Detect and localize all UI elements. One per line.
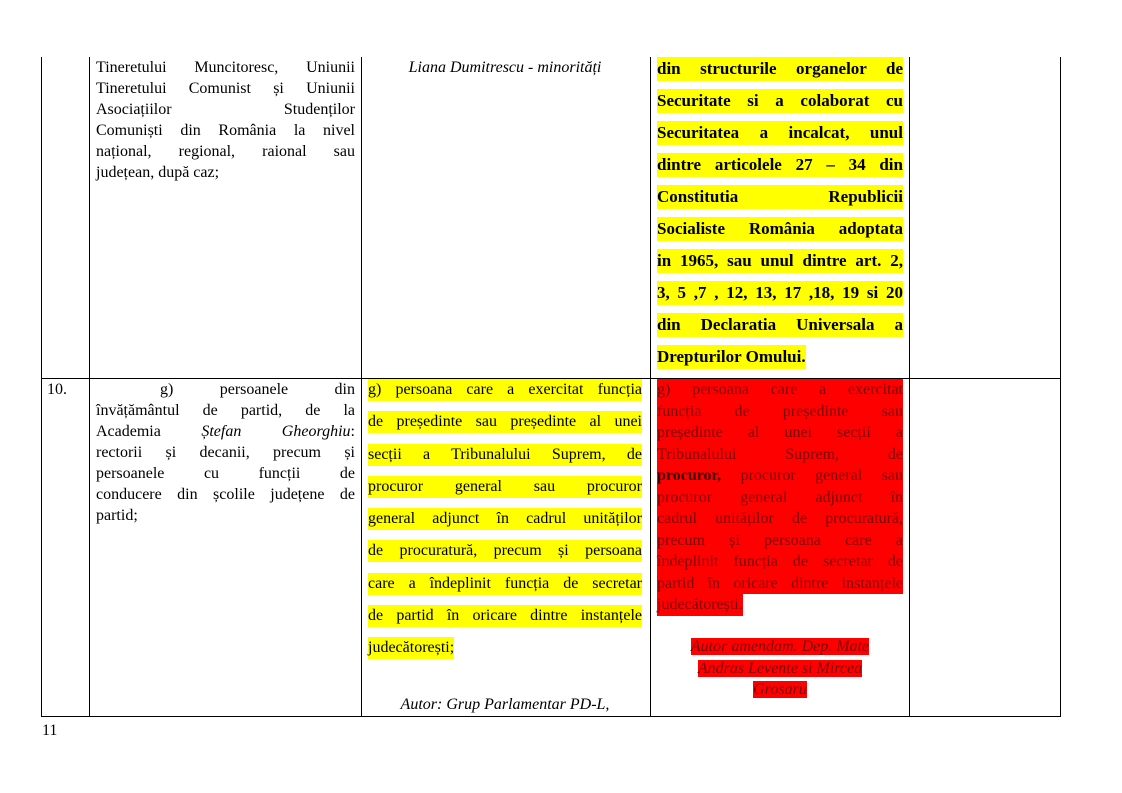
text-line: persoanele cu funcții de (96, 465, 355, 482)
text-line: general adjunct în cadrul unităților (368, 508, 642, 530)
text-line: învățământul de partid, de la (96, 402, 355, 419)
author-note: Liana Dumitrescu - minorități (408, 59, 602, 76)
row2-number (47, 379, 67, 400)
text-line: de președinte sau președinte al unei (368, 411, 642, 433)
text-line: procuror general sau procuror (368, 476, 642, 498)
text-line: Securitatea a incalcat, unul (657, 121, 903, 145)
text-line: dintre articolele 27 – 34 din (657, 153, 903, 177)
text-line: Tineretului Comunist și Uniunii (96, 80, 355, 97)
bold-word: procuror, (657, 467, 722, 484)
text-line: din structurile organelor de (657, 57, 903, 81)
text-line: cadrul unităților de procuratură, (657, 508, 903, 530)
text-fragment: Academia (96, 423, 202, 440)
text-line: Tribunalului Suprem, de (657, 444, 903, 466)
text-line: care a îndeplinit funcția de secretar (368, 573, 642, 595)
text-line: judecătorești. (657, 594, 743, 616)
col-border-1 (89, 57, 90, 717)
text-line: din Declaratia Universala a (657, 313, 903, 337)
text-line: g) persoana care a exercitat (657, 379, 903, 401)
text-line: județean, după caz; (96, 164, 220, 181)
text-line: Drepturilor Omului. (657, 345, 806, 369)
author-line: Andras Levente si Mircea (697, 659, 863, 677)
text-line: funcția de președinte sau (657, 401, 903, 423)
text-line: g) persoanele din (160, 381, 355, 398)
col-border-4 (909, 57, 910, 717)
col-border-left (41, 57, 42, 717)
text-line: îndeplinit funcția de secretar de (657, 551, 903, 573)
text-line: procuror, procuror general sau (657, 465, 903, 487)
text-line: partid în oricare dintre instanțele (657, 573, 903, 595)
row1-col4-highlighted-text (657, 57, 903, 377)
row2-col3-author (368, 694, 642, 715)
page-number: 11 (42, 722, 58, 739)
row2-col3-highlighted-text (368, 379, 642, 670)
text-line: de procuratură, precum și persoana (368, 540, 642, 562)
text-line: Constitutia Republicii (657, 185, 903, 209)
col-border-2 (361, 57, 362, 717)
text-line: partid; (96, 507, 138, 524)
text-line: judecătorești; (368, 637, 454, 659)
table-bottom-border (41, 716, 1061, 717)
author-line: Grosaru (753, 681, 807, 698)
text-line: rectorii și decanii, precum și (96, 444, 355, 461)
text-line (96, 421, 355, 442)
row-number: 10. (47, 381, 67, 398)
row2-col4-author (657, 636, 903, 701)
col-border-right (1060, 57, 1061, 717)
text-line: 3, 5 ,7 , 12, 13, 17 ,18, 19 si 20 (657, 281, 903, 305)
author-note: Autor: Grup Parlamentar PD-L, (400, 696, 610, 713)
text-line: Securitate si a colaborat cu (657, 89, 903, 113)
row1-col3-text (368, 57, 642, 78)
text-line: Asociațiilor Studenților (96, 101, 355, 118)
text-line: de partid în oricare dintre instanțele (368, 605, 642, 627)
author-line: Autor amendam. Dep. Mate (690, 638, 870, 655)
text-line: g) persoana care a exercitat funcția (368, 379, 642, 401)
text-line: Tineretului Muncitoresc, Uniunii (96, 59, 355, 76)
text-line: Socialiste România adoptata (657, 217, 903, 241)
text-line: in 1965, sau unul dintre art. 2, (657, 249, 903, 273)
academy-name: Ștefan Gheorghiu (201, 423, 351, 440)
text-line: președinte al unei secții a (657, 422, 903, 444)
text-line: național, regional, raional sau (96, 143, 355, 160)
text-line: precum și persoana care a (657, 530, 903, 552)
row2-col2-text (96, 379, 355, 526)
row2-col4-red-text (657, 379, 903, 616)
text-fragment: : (350, 423, 355, 440)
text-line: Comuniști din România la nivel (96, 122, 355, 139)
text-line: procuror general adjunct în (657, 487, 903, 509)
text-line: conducere din școlile județene de (96, 486, 355, 503)
col-border-3 (650, 57, 651, 717)
row1-col2-text (96, 57, 355, 183)
text-line: secții a Tribunalului Suprem, de (368, 444, 642, 466)
